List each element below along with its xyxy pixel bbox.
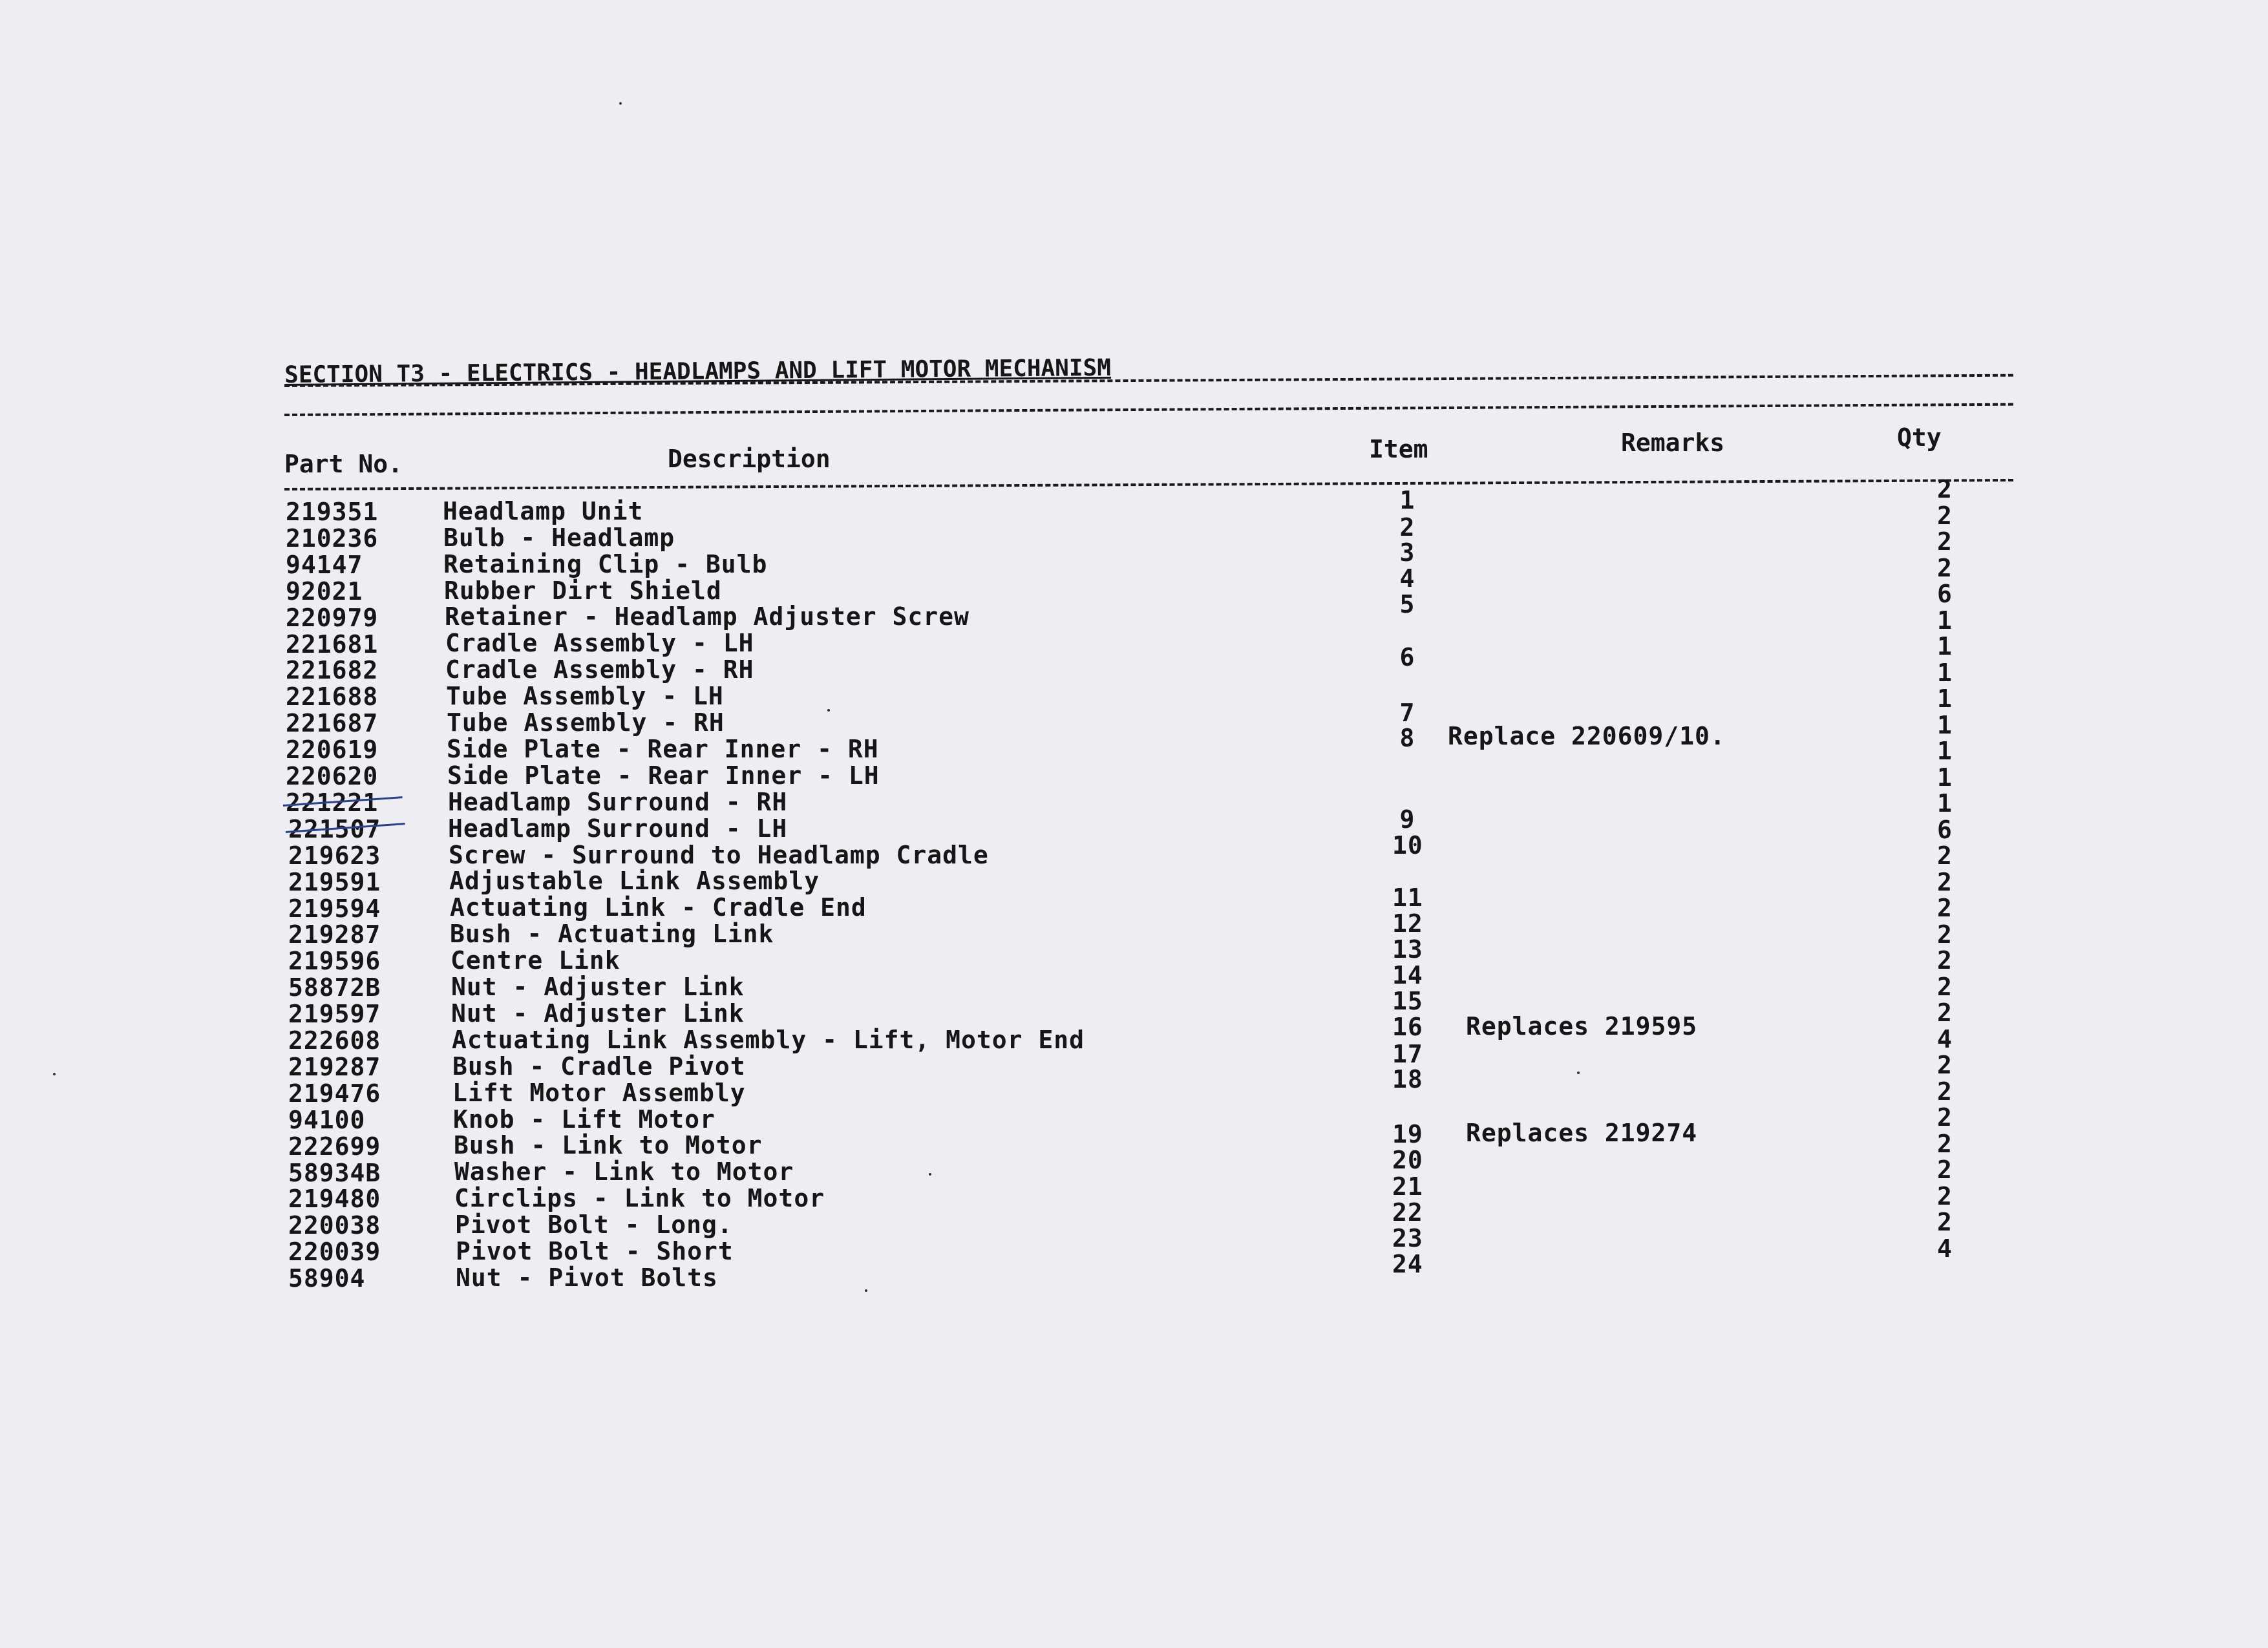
header-description: Description bbox=[668, 445, 831, 473]
header-remarks: Remarks bbox=[1621, 428, 1725, 457]
speck bbox=[619, 102, 622, 105]
part-description: Knob - Lift Motor bbox=[453, 1104, 715, 1134]
item-number: 6 bbox=[1399, 643, 1415, 671]
part-description: Adjustable Link Assembly bbox=[449, 867, 820, 896]
quantity: 2 bbox=[1937, 1181, 1953, 1210]
item-number: 13 bbox=[1392, 935, 1423, 964]
header-qty: Qty bbox=[1897, 423, 1942, 452]
item-number: 23 bbox=[1392, 1224, 1423, 1252]
item-number: 7 bbox=[1399, 699, 1415, 727]
part-number: 94147 bbox=[286, 550, 363, 579]
part-description: Actuating Link - Cradle End bbox=[450, 893, 867, 922]
part-number: 221682 bbox=[286, 656, 379, 685]
part-description: Bulb - Headlamp bbox=[443, 523, 675, 552]
part-description: Headlamp Surround - RH bbox=[448, 787, 788, 816]
quantity: 2 bbox=[1937, 894, 1953, 922]
item-number: 10 bbox=[1392, 831, 1423, 860]
part-number: 94100 bbox=[288, 1105, 366, 1134]
header-bottom-rule bbox=[284, 479, 2013, 491]
quantity: 2 bbox=[1937, 1077, 1953, 1106]
part-number: 220039 bbox=[288, 1238, 381, 1267]
speck bbox=[1577, 1072, 1580, 1074]
quantity: 6 bbox=[1937, 580, 1953, 608]
item-number: 15 bbox=[1392, 987, 1423, 1015]
item-number: 18 bbox=[1392, 1065, 1423, 1093]
part-number: 219623 bbox=[288, 841, 381, 870]
quantity: 2 bbox=[1937, 998, 1953, 1027]
quantity: 1 bbox=[1937, 684, 1953, 713]
part-number: 220038 bbox=[288, 1211, 381, 1240]
part-number: 219287 bbox=[288, 920, 381, 949]
quantity: 1 bbox=[1937, 658, 1953, 687]
part-number: 58934B bbox=[288, 1158, 381, 1187]
item-number: 2 bbox=[1399, 513, 1415, 542]
item-number: 17 bbox=[1392, 1040, 1423, 1068]
part-description: Nut - Adjuster Link bbox=[451, 973, 745, 1002]
quantity: 2 bbox=[1937, 501, 1953, 530]
part-description: Circlips - Link to Motor bbox=[454, 1184, 825, 1213]
header-item: Item bbox=[1369, 435, 1428, 463]
item-number: 11 bbox=[1392, 883, 1423, 912]
quantity: 2 bbox=[1937, 972, 1953, 1001]
part-number: 58872B bbox=[288, 973, 381, 1002]
part-description: Screw - Surround to Headlamp Cradle bbox=[449, 840, 989, 869]
quantity: 2 bbox=[1937, 553, 1953, 582]
quantity: 2 bbox=[1937, 475, 1953, 503]
item-number: 12 bbox=[1392, 909, 1423, 938]
item-number: 20 bbox=[1392, 1146, 1423, 1174]
part-description: Headlamp Unit bbox=[443, 496, 644, 525]
part-number: 210236 bbox=[286, 523, 379, 553]
item-number: 9 bbox=[1399, 805, 1415, 834]
part-number: 219596 bbox=[288, 947, 381, 976]
quantity: 1 bbox=[1937, 710, 1953, 739]
item-number: 8 bbox=[1399, 724, 1415, 752]
quantity: 1 bbox=[1937, 737, 1953, 765]
item-number: 19 bbox=[1392, 1120, 1423, 1148]
remark: Replace 220609/10. bbox=[1448, 722, 1726, 750]
speck bbox=[929, 1173, 931, 1176]
part-number: 222699 bbox=[288, 1132, 381, 1161]
quantity: 2 bbox=[1937, 527, 1953, 556]
part-description: Tube Assembly - RH bbox=[447, 708, 725, 737]
part-number: 221507 bbox=[288, 814, 381, 843]
item-number: 1 bbox=[1399, 486, 1415, 514]
part-description: Pivot Bolt - Long. bbox=[455, 1210, 733, 1240]
part-number: 221221 bbox=[286, 788, 379, 817]
part-number: 219480 bbox=[288, 1185, 381, 1214]
part-number: 219476 bbox=[288, 1079, 381, 1108]
quantity: 2 bbox=[1937, 841, 1953, 870]
item-number: 24 bbox=[1392, 1250, 1423, 1278]
part-number: 220619 bbox=[286, 735, 379, 765]
item-number: 21 bbox=[1392, 1172, 1423, 1201]
part-number: 219591 bbox=[288, 867, 381, 896]
part-description: Actuating Link Assembly - Lift, Motor End bbox=[452, 1025, 1085, 1054]
speck bbox=[53, 1073, 56, 1075]
part-number: 221681 bbox=[286, 629, 379, 659]
part-description: Cradle Assembly - RH bbox=[445, 655, 754, 684]
part-number: 219594 bbox=[288, 894, 381, 923]
remark: Replaces 219595 bbox=[1466, 1012, 1698, 1041]
part-description: Side Plate - Rear Inner - RH bbox=[447, 734, 879, 763]
item-number: 3 bbox=[1399, 538, 1415, 567]
speck bbox=[865, 1289, 867, 1292]
quantity: 6 bbox=[1937, 815, 1953, 844]
part-description: Centre Link bbox=[450, 946, 620, 975]
part-description: Lift Motor Assembly bbox=[452, 1078, 746, 1107]
part-description: Bush - Link to Motor bbox=[454, 1131, 763, 1160]
header-part-no: Part No. bbox=[284, 450, 403, 478]
part-description: Side Plate - Rear Inner - LH bbox=[447, 761, 880, 790]
part-description: Nut - Pivot Bolts bbox=[456, 1263, 718, 1292]
part-description: Bush - Cradle Pivot bbox=[452, 1051, 746, 1081]
part-description: Retainer - Headlamp Adjuster Screw bbox=[445, 602, 970, 631]
part-description: Bush - Actuating Link bbox=[450, 920, 774, 949]
quantity: 4 bbox=[1937, 1234, 1953, 1263]
quantity: 2 bbox=[1937, 920, 1953, 949]
quantity: 2 bbox=[1937, 1156, 1953, 1184]
quantity: 1 bbox=[1937, 763, 1953, 792]
quantity: 2 bbox=[1937, 1208, 1953, 1236]
part-number: 222608 bbox=[288, 1026, 381, 1055]
part-description: Headlamp Surround - LH bbox=[448, 814, 788, 843]
quantity: 1 bbox=[1937, 632, 1953, 660]
quantity: 2 bbox=[1937, 1103, 1953, 1132]
part-number: 221688 bbox=[286, 682, 379, 712]
item-number: 22 bbox=[1392, 1198, 1423, 1227]
part-description: Washer - Link to Motor bbox=[454, 1157, 794, 1187]
part-description: Tube Assembly - LH bbox=[446, 682, 724, 711]
part-number: 221687 bbox=[286, 709, 379, 738]
part-number: 220620 bbox=[286, 762, 379, 790]
header-top-rule bbox=[284, 403, 2013, 416]
part-number: 219287 bbox=[288, 1052, 381, 1081]
part-number: 219597 bbox=[288, 1000, 381, 1029]
quantity: 2 bbox=[1937, 946, 1953, 975]
item-number: 14 bbox=[1392, 961, 1423, 989]
quantity: 1 bbox=[1937, 789, 1953, 818]
part-number: 58904 bbox=[288, 1264, 366, 1293]
item-number: 16 bbox=[1392, 1013, 1423, 1041]
quantity: 2 bbox=[1937, 1051, 1953, 1079]
item-number: 4 bbox=[1399, 564, 1415, 593]
part-description: Nut - Adjuster Link bbox=[451, 998, 745, 1028]
item-number: 5 bbox=[1399, 590, 1415, 618]
part-number: 92021 bbox=[286, 576, 363, 606]
quantity: 4 bbox=[1937, 1024, 1953, 1053]
remark: Replaces 219274 bbox=[1466, 1119, 1698, 1147]
part-number: 219351 bbox=[286, 498, 379, 526]
section-title: SECTION T3 - ELECTRICS - HEADLAMPS AND LIFT MOTOR MECHANISM bbox=[284, 354, 1112, 388]
speck bbox=[827, 709, 830, 712]
part-description: Retaining Clip - Bulb bbox=[443, 549, 768, 578]
part-description: Rubber Dirt Shield bbox=[444, 576, 722, 605]
quantity: 1 bbox=[1937, 606, 1953, 635]
part-description: Pivot Bolt - Short bbox=[456, 1237, 734, 1265]
part-number: 220979 bbox=[286, 603, 379, 632]
part-description: Cradle Assembly - LH bbox=[445, 629, 754, 658]
quantity: 2 bbox=[1937, 1129, 1953, 1158]
quantity: 2 bbox=[1937, 867, 1953, 896]
